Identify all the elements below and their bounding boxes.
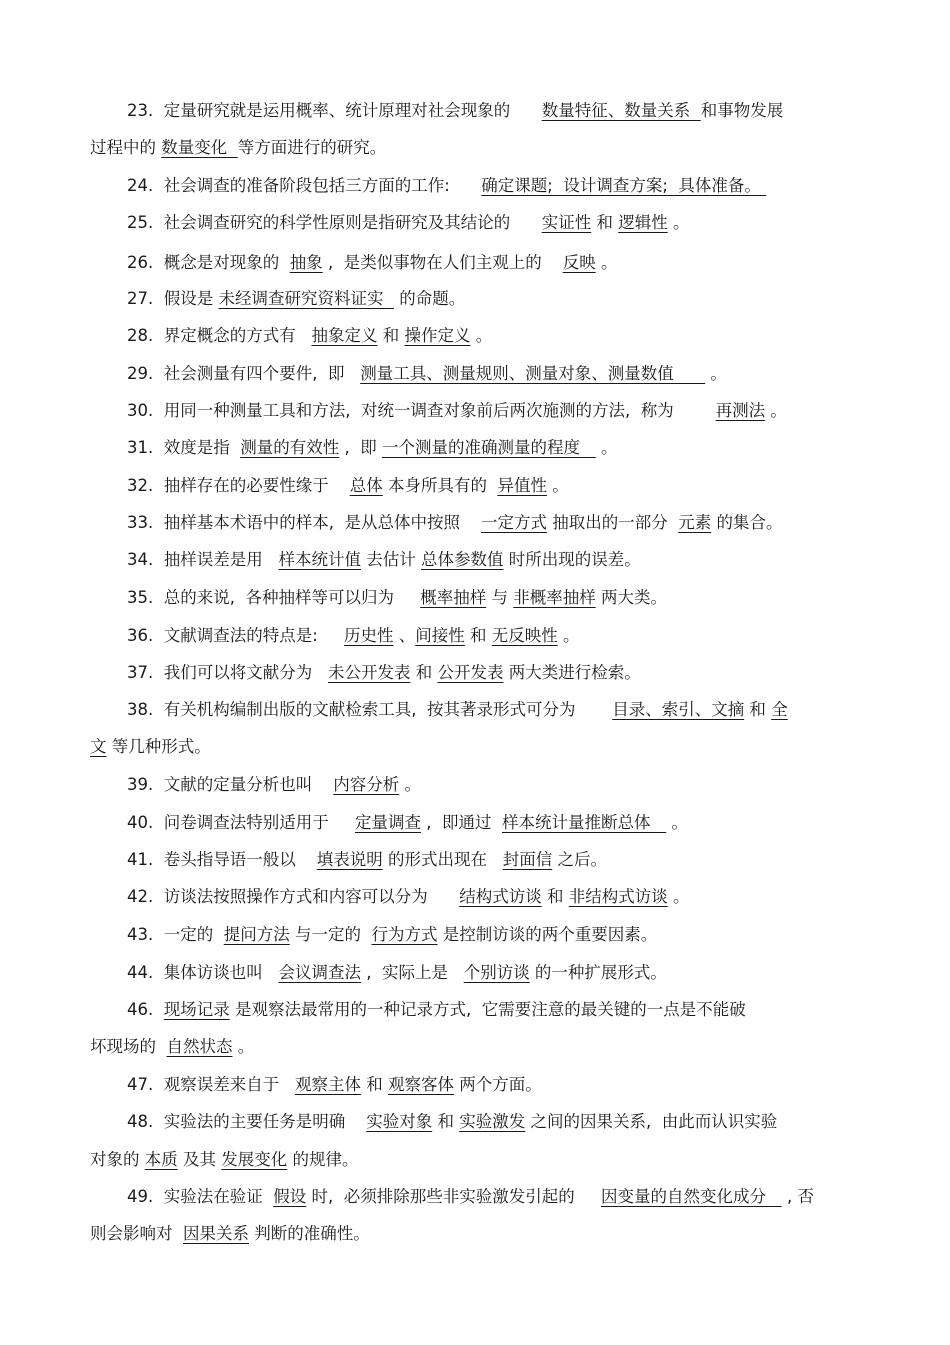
question-text: 等几种形式。	[106, 737, 211, 756]
text-line	[127, 960, 950, 986]
answer-text: 间接性	[415, 626, 465, 645]
text-line	[127, 250, 950, 276]
question-text: 34. 抽样误差是用	[127, 550, 279, 569]
question-text: 等方面进行的研究。	[237, 138, 387, 157]
question-text: 和	[377, 326, 405, 345]
question-text: 与一定的	[289, 925, 372, 944]
answer-text: 结构式访谈	[459, 887, 542, 906]
question-text: 28. 界定概念的方式有	[127, 326, 312, 345]
answer-text: 历史性	[344, 626, 394, 645]
answer-text: 无反映性	[491, 626, 558, 645]
question-text: 49. 实验法在验证	[127, 1187, 274, 1206]
question-text: 的规律。	[287, 1150, 359, 1169]
text-line	[127, 323, 950, 349]
question-text: 与	[486, 588, 514, 607]
answer-text: 一定方式	[480, 513, 547, 532]
question-text: 的集合。	[711, 513, 783, 532]
answer-text: 总体	[349, 476, 383, 495]
answer-text: 自然状态	[166, 1037, 233, 1056]
answer-text: 概率抽样	[420, 588, 487, 607]
question-text: 抽取出的一部分	[546, 513, 679, 532]
question-text: 对象的	[90, 1150, 145, 1169]
answer-text: 非概率抽样	[513, 588, 596, 607]
text-line	[127, 98, 950, 124]
question-text: 35. 总的来说, 各种抽样等可以归为	[127, 588, 421, 607]
question-text: 本身所具有的	[382, 476, 498, 495]
question-text: 的形式出现在	[382, 850, 503, 869]
answer-text: 会议调查法	[278, 963, 361, 982]
question-text: , 即	[339, 438, 382, 457]
question-text: 和	[744, 700, 772, 719]
question-text: 31. 效度是指	[127, 438, 241, 457]
question-text: 48. 实验法的主要任务是明确	[127, 1112, 367, 1131]
answer-text: 因变量的自然变化成分	[600, 1187, 782, 1206]
question-text: 26. 概念是对现象的	[127, 253, 290, 272]
text-line	[127, 361, 950, 387]
answer-text: 未经调查研究资料证实	[218, 289, 394, 308]
text-line	[127, 810, 950, 836]
text-line	[127, 884, 950, 910]
question-text: 时所出现的误差。	[503, 550, 641, 569]
question-text: 判断的准确性。	[249, 1224, 370, 1243]
question-text: 30. 用同一种测量工具和方法, 对统一调查对象前后两次施测的方法, 称为	[127, 401, 716, 420]
question-text: 及其	[177, 1150, 222, 1169]
answer-text: 一个测量的准确测量的程度	[381, 438, 596, 457]
question-text: 时, 必须排除那些非实验激发引起的	[306, 1187, 601, 1206]
question-text: 。	[705, 364, 727, 383]
answer-text: 观察主体	[294, 1075, 361, 1094]
text-line	[127, 1109, 950, 1135]
text-line	[127, 585, 950, 611]
answer-text: 测量的有效性	[240, 438, 340, 457]
question-text: 过程中的	[90, 138, 162, 157]
question-text: 两个方面。	[453, 1075, 542, 1094]
answer-text: 再测法	[715, 401, 766, 420]
question-text: 41. 卷头指导语一般以	[127, 850, 317, 869]
text-line	[127, 623, 950, 649]
text-line	[127, 547, 950, 573]
question-text: 是观察法最常用的一种记录方式, 它需要注意的最关键的一点是不能破	[229, 1000, 746, 1019]
text-line	[127, 435, 950, 461]
answer-text: 定量调查	[354, 813, 421, 832]
answer-text: 总体参数值	[420, 550, 504, 569]
question-text: 之间的因果关系, 由此而认识实验	[525, 1112, 778, 1131]
text-line	[90, 734, 950, 760]
answer-text: 提问方法	[223, 925, 290, 944]
answer-text: 实验对象	[366, 1112, 433, 1131]
question-text: 。	[667, 887, 690, 906]
answer-text: 非结构式访谈	[568, 887, 668, 906]
question-text: 24. 社会调查的准备阶段包括三方面的工作:	[127, 176, 482, 195]
question-text: 、	[393, 626, 416, 645]
question-text: 。	[595, 438, 618, 457]
question-text: 43. 一定的	[127, 925, 224, 944]
text-line	[127, 997, 950, 1023]
question-text: 32. 抽样存在的必要性缘于	[127, 476, 350, 495]
question-text: 25. 社会调查研究的科学性原则是指研究及其结论的	[127, 213, 542, 232]
text-line	[127, 660, 950, 686]
answer-text: 操作定义	[404, 326, 471, 345]
text-line	[90, 1034, 950, 1060]
answer-text: 实验激发	[459, 1112, 526, 1131]
question-text: 的一种扩展形式。	[529, 963, 667, 982]
text-line	[90, 1147, 950, 1173]
question-text: 36. 文献调查法的特点是:	[127, 626, 345, 645]
question-text: 。	[399, 775, 421, 794]
question-text: 。	[667, 213, 690, 232]
answer-text: 数量变化	[161, 138, 238, 157]
question-text: 坏现场的	[90, 1037, 167, 1056]
question-text: 和事物发展	[700, 101, 784, 120]
question-text: 和	[541, 887, 569, 906]
answer-text: 样本统计值	[278, 550, 361, 569]
answer-text: 内容分析	[333, 775, 400, 794]
answer-text: 异值性	[497, 476, 547, 495]
answer-text: 个别访谈	[463, 963, 530, 982]
question-text: , 否	[781, 1187, 814, 1206]
answer-text: 反映	[562, 253, 596, 272]
answer-text: 样本统计量推断总体	[501, 813, 667, 832]
question-text: 37. 我们可以将文献分为	[127, 663, 328, 682]
question-text: 和	[464, 626, 492, 645]
text-line	[127, 1072, 950, 1098]
text-line	[127, 772, 950, 798]
question-text: 和	[432, 1112, 460, 1131]
text-line	[127, 398, 950, 424]
question-text: 去估计	[360, 550, 421, 569]
text-line	[127, 697, 950, 723]
answer-text: 未公开发表	[327, 663, 411, 682]
question-text: 。	[232, 1037, 255, 1056]
question-text: 两大类进行检索。	[503, 663, 641, 682]
question-text: 和	[591, 213, 619, 232]
question-text: 39. 文献的定量分析也叫	[127, 775, 334, 794]
text-line	[127, 922, 950, 948]
text-line	[127, 847, 950, 873]
question-text: 。	[557, 626, 580, 645]
question-text: 。	[595, 253, 618, 272]
answer-text: 填表说明	[316, 850, 383, 869]
question-text: , 实际上是	[360, 963, 464, 982]
question-text: 33. 抽样基本术语中的样本, 是从总体中按照	[127, 513, 481, 532]
answer-text: 确定课题; 设计调查方案; 具体准备。	[481, 176, 767, 195]
text-line	[90, 1221, 950, 1247]
answer-text: 文	[90, 737, 107, 756]
question-text: 。	[666, 813, 688, 832]
question-text: 23. 定量研究就是运用概率、统计原理对社会现象的	[127, 101, 542, 120]
answer-text: 公开发表	[437, 663, 504, 682]
question-text: 和	[410, 663, 438, 682]
text-line	[127, 510, 950, 536]
text-line	[127, 173, 950, 199]
answer-text: 实证性	[541, 213, 592, 232]
answer-text: 数量特征、数量关系	[541, 101, 701, 120]
answer-text: 抽象	[289, 253, 323, 272]
answer-text: 抽象定义	[311, 326, 378, 345]
question-text: 之后。	[552, 850, 607, 869]
answer-text: 封面信	[502, 850, 553, 869]
question-text: 44. 集体访谈也叫	[127, 963, 279, 982]
question-text: 的命题。	[393, 289, 466, 308]
text-line	[127, 210, 950, 236]
question-text: 40. 问卷调查法特别适用于	[127, 813, 355, 832]
answer-text: 因果关系	[183, 1224, 249, 1243]
text-line	[90, 135, 950, 161]
question-text: 。	[470, 326, 493, 345]
question-text: , 即通过	[420, 813, 502, 832]
answer-text: 全	[771, 700, 788, 719]
answer-text: 观察客体	[387, 1075, 454, 1094]
question-text: 是控制访谈的两个重要因素。	[437, 925, 658, 944]
question-text: 则会影响对	[90, 1224, 183, 1243]
answer-text: 目录、索引、文摘	[612, 700, 745, 719]
question-text: 。	[546, 476, 569, 495]
answer-text: 行为方式	[371, 925, 438, 944]
question-text: 47. 观察误差来自于	[127, 1075, 295, 1094]
question-text: 27. 假设是	[127, 289, 219, 308]
answer-text: 发展变化	[221, 1150, 288, 1169]
question-text: 42. 访谈法按照操作方式和内容可以分为	[127, 887, 460, 906]
answer-text: 逻辑性	[618, 213, 668, 232]
answer-text: 元素	[678, 513, 712, 532]
question-text: 和	[360, 1075, 388, 1094]
text-line	[127, 286, 950, 312]
question-text: 46.	[127, 1000, 164, 1019]
question-text: 。	[765, 401, 787, 420]
answer-text: 现场记录	[163, 1000, 230, 1019]
answer-text: 测量工具、测量规则、测量对象、测量数值	[360, 364, 706, 383]
question-text: 29. 社会测量有四个要件, 即	[127, 364, 361, 383]
answer-text: 假设	[273, 1187, 307, 1206]
question-text: 38. 有关机构编制出版的文献检索工具, 按其著录形式可分为	[127, 700, 613, 719]
answer-text: 本质	[144, 1150, 178, 1169]
question-text: , 是类似事物在人们主观上的	[322, 253, 563, 272]
text-line	[127, 1184, 950, 1210]
text-line	[127, 473, 950, 499]
question-text: 两大类。	[595, 588, 667, 607]
